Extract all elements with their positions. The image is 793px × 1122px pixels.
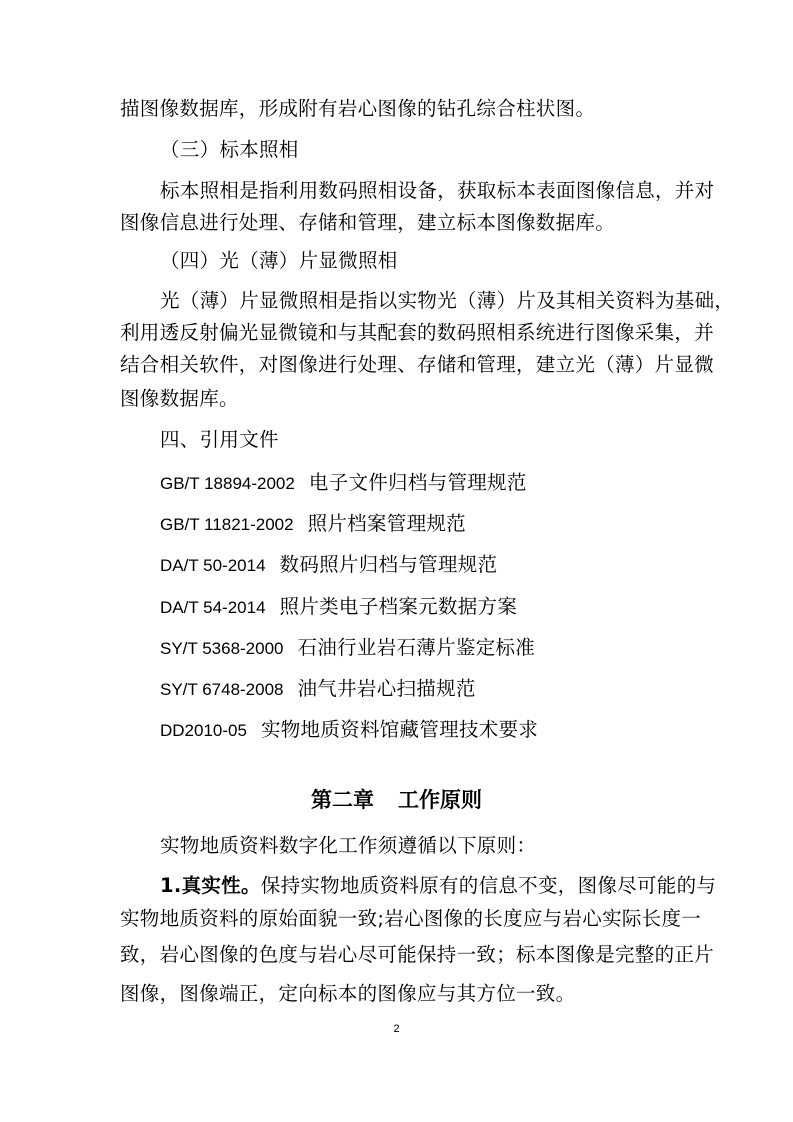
paragraph-line: 结合相关软件，对图像进行处理、存储和管理，建立光（薄）片显微 [120,353,715,376]
reference-code: SY/T 6748-2008 [160,680,284,699]
reference-code: DA/T 50-2014 [160,556,266,575]
paragraph-line: 实物地质资料的原始面貌一致;岩心图像的长度应与岩心实际长度一 [120,907,702,930]
paragraph-line: 实物地质资料数字化工作须遵循以下原则： [160,834,537,857]
reference-title: 照片类电子档案元数据方案 [279,595,518,618]
paragraph-line: 利用透反射偏光显微镜和与其配套的数码照相系统进行图像采集，并 [120,321,715,344]
chapter-number: 第二章 [311,788,374,812]
paragraph-line: 致，岩心图像的色度与岩心尽可能保持一致；标本图像是完整的正片 [120,943,715,966]
subsection-heading-3: （三）标本照相 [160,138,299,161]
reference-item [160,636,535,661]
paragraph-line: 图像，图像端正，定向标本的图像应与其方位一致。 [120,982,576,1005]
principle-label: 1.真实性。 [160,874,261,897]
paragraph-line: 描图像数据库，形成附有岩心图像的钻孔综合柱状图。 [120,97,596,120]
principle-item [160,874,716,898]
reference-item [160,553,497,578]
reference-item [160,471,527,496]
reference-title: 数码照片归档与管理规范 [279,553,498,576]
reference-item [160,512,466,537]
reference-title: 照片档案管理规范 [307,512,466,535]
paragraph-line: 图像信息进行处理、存储和管理，建立标本图像数据库。 [120,211,616,234]
principle-text: 保持实物地质资料原有的信息不变，图像尽可能的与 [260,874,717,897]
reference-title: 油气井岩心扫描规范 [297,677,476,700]
page-number: 2 [393,1023,400,1035]
reference-code: DA/T 54-2014 [160,598,266,617]
reference-title: 实物地质资料馆藏管理技术要求 [260,718,539,741]
reference-code: GB/T 18894-2002 [160,474,295,493]
paragraph-line: 图像数据库。 [120,387,239,410]
reference-item [160,718,538,743]
reference-code: GB/T 11821-2002 [160,515,294,534]
reference-item [160,595,517,620]
paragraph-line: 标本照相是指利用数码照相设备，获取标本表面图像信息，并对 [160,179,715,202]
reference-title: 石油行业岩石薄片鉴定标准 [297,636,536,659]
reference-code: DD2010-05 [160,721,247,740]
reference-item [160,677,476,702]
chapter-title: 工作原则 [398,788,482,812]
section-heading-4: 四、引用文件 [160,428,279,451]
reference-title: 电子文件归档与管理规范 [308,471,527,494]
paragraph-line: 光（薄）片显微照相是指以实物光（薄）片及其相关资料为基础， [160,289,735,312]
reference-code: SY/T 5368-2000 [160,639,284,658]
subsection-heading-4: （四）光（薄）片显微照相 [160,249,398,272]
chapter-heading [0,784,793,814]
